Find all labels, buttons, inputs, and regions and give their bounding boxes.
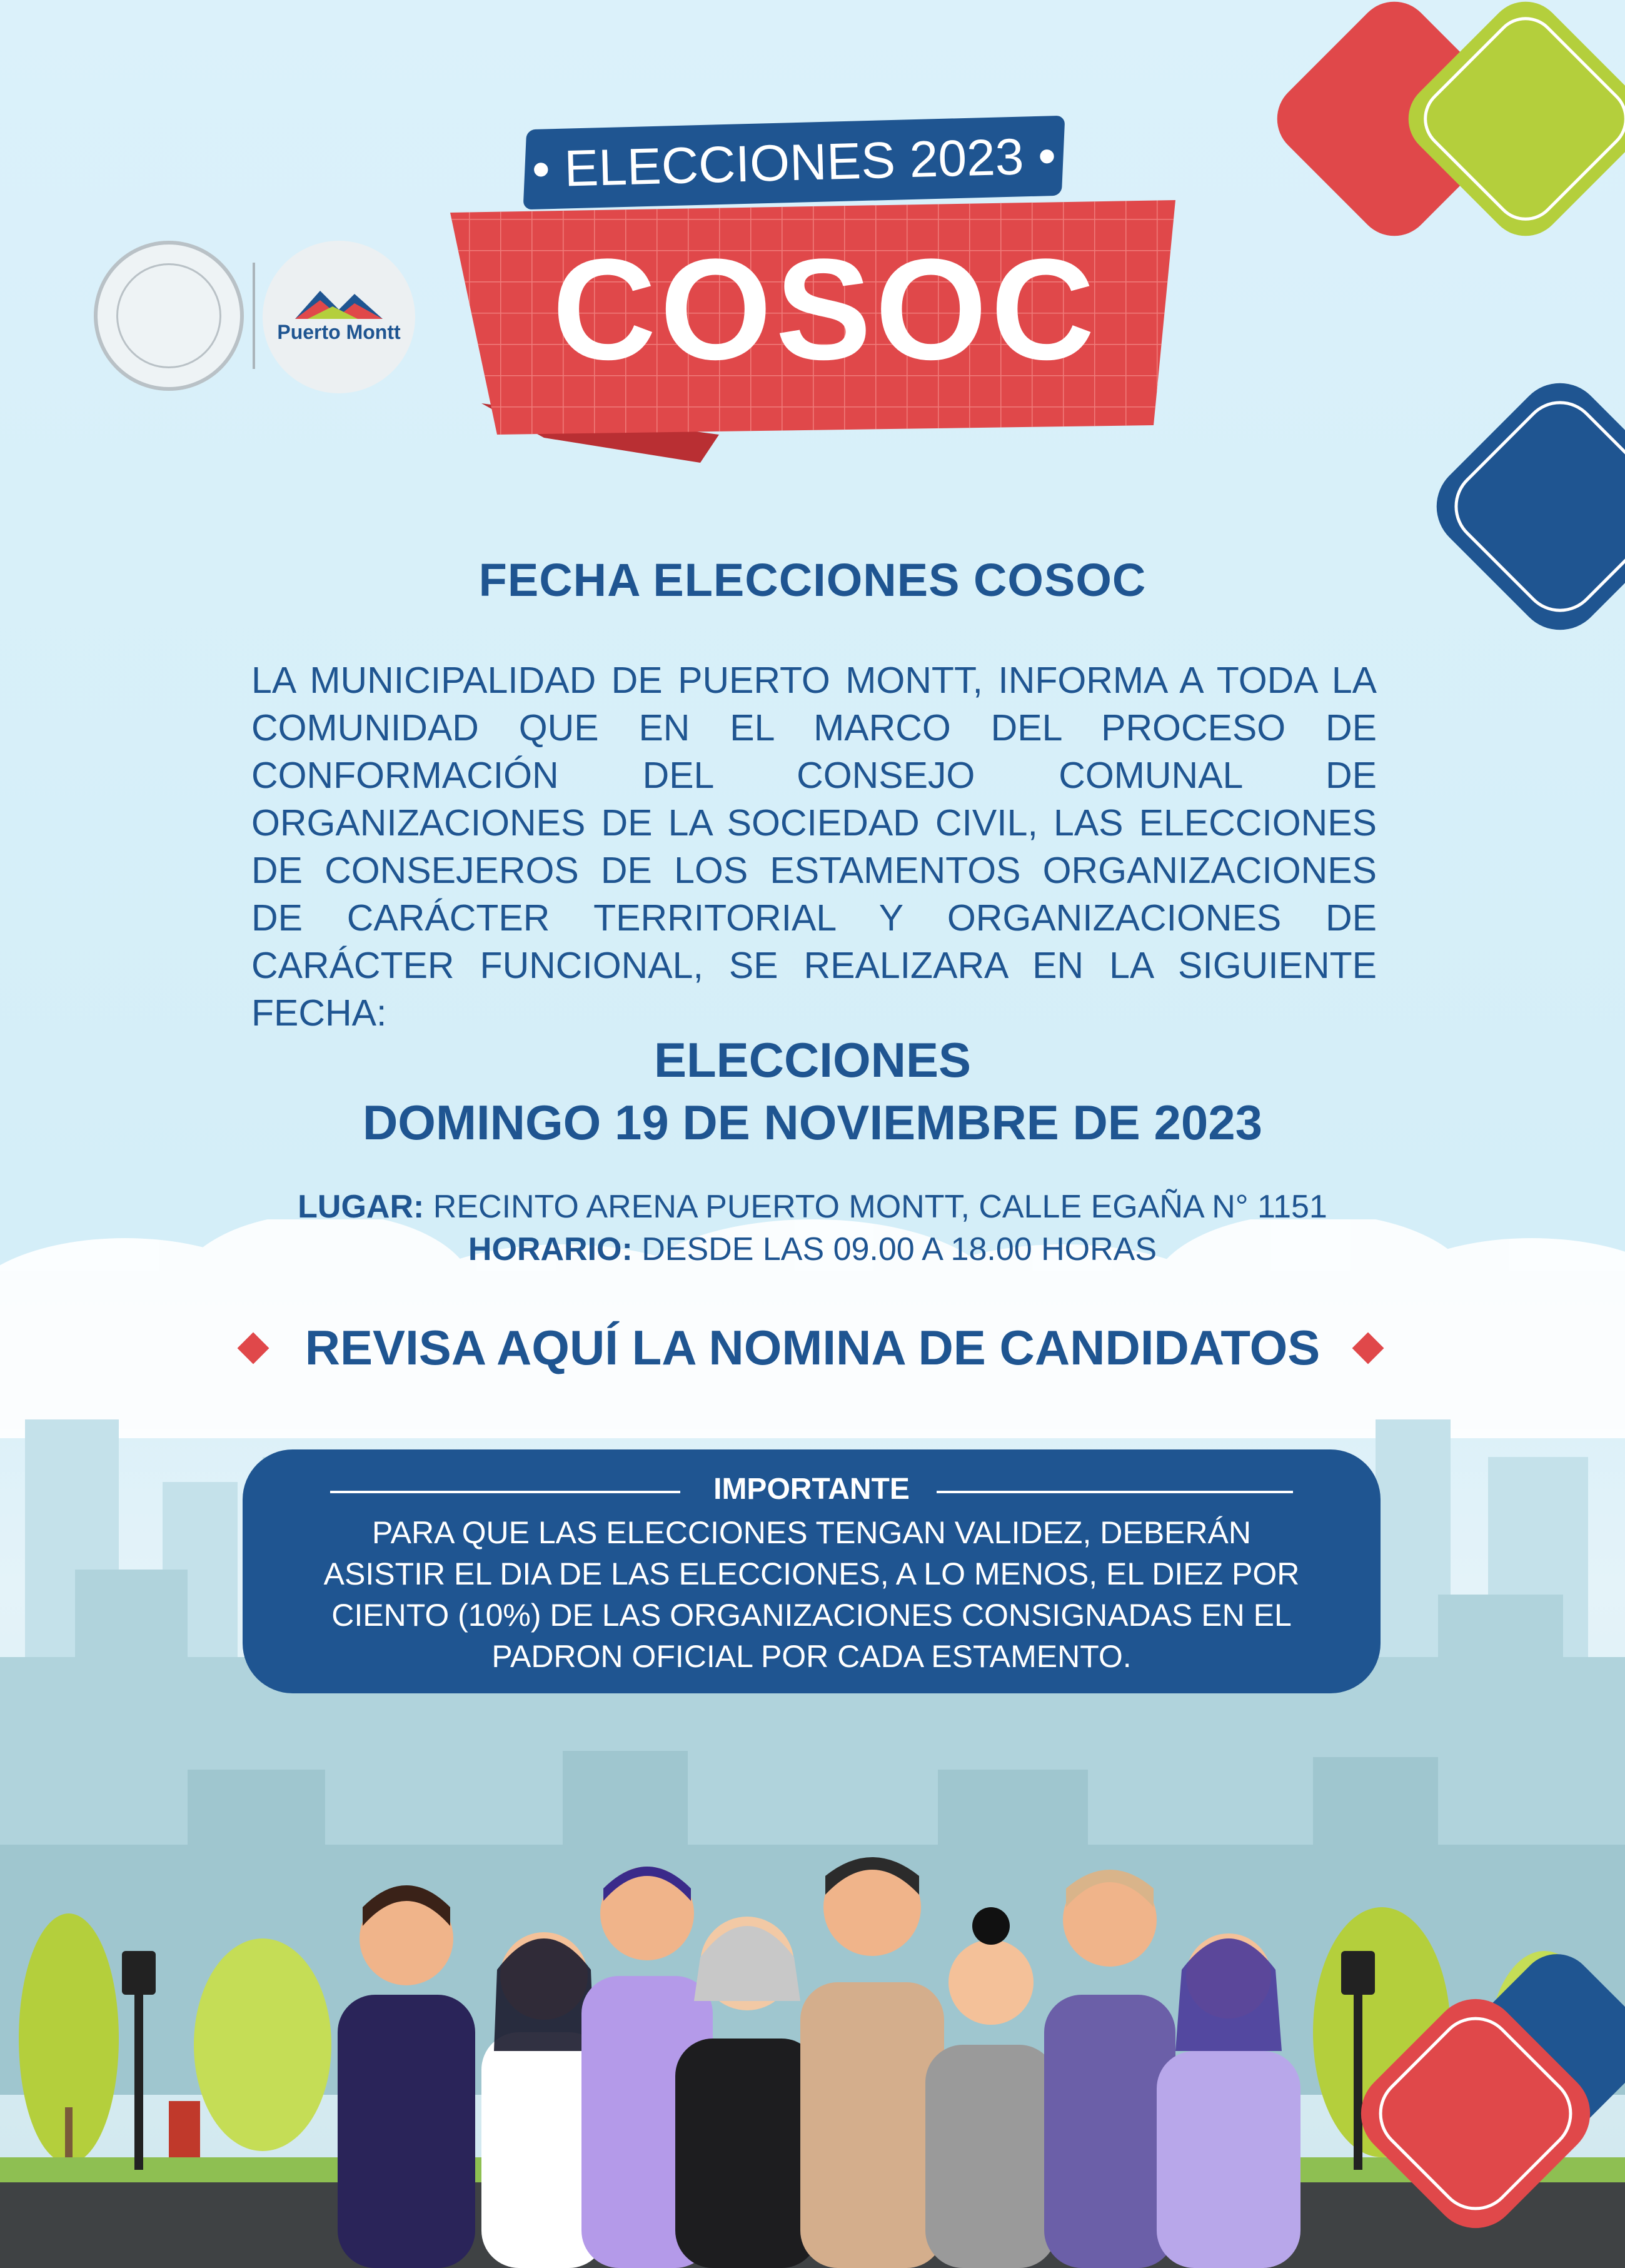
seal-inner-ring (116, 263, 221, 368)
schedule-value: DESDE LAS 09.00 A 18.00 HORAS (641, 1231, 1157, 1268)
puerto-montt-brand-text: Puerto Montt (277, 321, 401, 343)
election-date: DOMINGO 19 DE NOVIEMBRE DE 2023 (362, 1095, 1263, 1150)
schedule-label: HORARIO: (468, 1231, 633, 1268)
candidates-link[interactable]: REVISA AQUÍ LA NOMINA DE CANDIDATOS (304, 1320, 1321, 1375)
cosoc-title: COSOC (552, 229, 1099, 390)
important-heading: IMPORTANTE (713, 1473, 910, 1506)
mountain-icon (295, 285, 383, 322)
location-value: RECINTO ARENA PUERTO MONTT, CALLE EGAÑA N° 1151 (433, 1189, 1327, 1225)
important-text: PARA QUE LAS ELECCIONES TENGAN VALIDEZ, DEBERÁN ASISTIR EL DIA DE LAS ELECCIONES, A LO MENOS, EL DIEZ POR CIENTO (10%) DE LAS ORGANIZACIONES CONSIGNADAS EN EL PADRON OFICIAL POR CADA ESTAMENTO. (323, 1515, 1300, 1674)
location-line (0, 1188, 1625, 1226)
election-label: ELECCIONES (653, 1032, 972, 1087)
municipal-seal-logo (94, 241, 244, 391)
decor-bottom-right-shapes (1338, 1913, 1625, 2268)
heading-rule-right (937, 1491, 1293, 1493)
logo-divider (253, 263, 255, 369)
election-heading (0, 1029, 1625, 1154)
people-group-illustration (325, 1851, 1326, 2268)
cosoc-ribbon (438, 188, 1213, 475)
elections-year-text: • ELECCIONES 2023 • (531, 128, 1057, 198)
announcement-body: LA MUNICIPALIDAD DE PUERTO MONTT, INFORMA A TODA LA COMUNIDAD QUE EN EL MARCO DEL PROCESO DE CONFORMACIÓN DEL CONSEJO COMUNAL DE ORGANIZACIONES DE LA SOCIEDAD CIVIL, LAS ELECCIONES DE CONSEJEROS DE LOS ESTAMENTOS ORGANIZACIONES DE CARÁCTER TERRITORIAL Y ORGANIZACIONES DE CARÁCTER FUNCIONAL, SE REALIZARA EN LA SIGUIENTE FECHA: (251, 660, 1377, 1034)
section-title: FECHA ELECCIONES COSOC (478, 554, 1147, 606)
puerto-montt-logo (263, 241, 415, 393)
hydrant-icon (169, 2101, 200, 2157)
location-label: LUGAR: (298, 1189, 425, 1225)
schedule-line (0, 1231, 1625, 1268)
important-notice-box (243, 1449, 1381, 1693)
